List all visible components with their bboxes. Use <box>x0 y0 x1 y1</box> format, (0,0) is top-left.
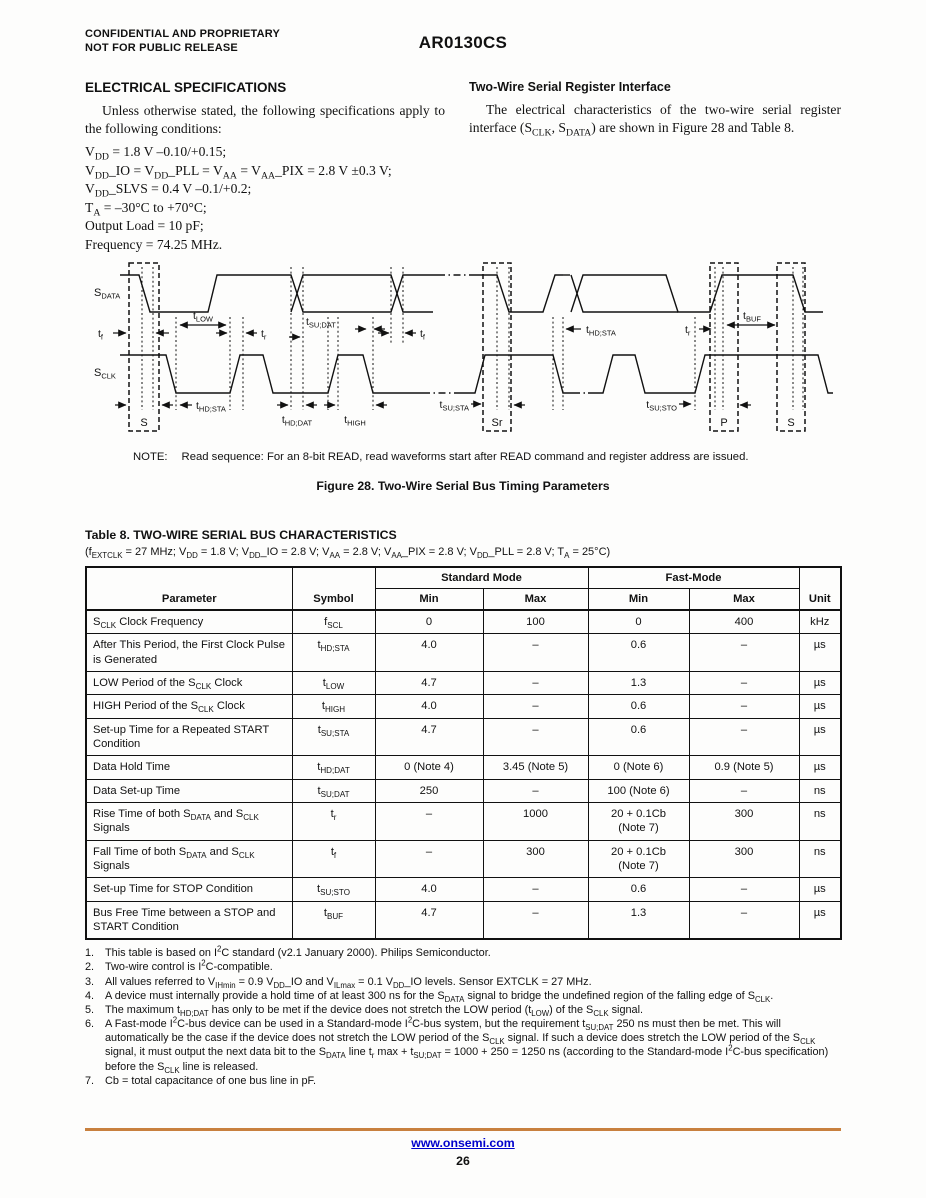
symbol-cell: $t_{HIGH}$ <box>292 695 375 718</box>
fast-max-cell: – <box>689 634 799 672</box>
two-wire-section <box>469 80 841 255</box>
table-row <box>86 779 841 802</box>
fast-min-cell: 100 (Note 6) <box>588 779 689 802</box>
std-min-cell: 4.7 <box>375 901 483 939</box>
timing-annotations-upper <box>98 310 775 342</box>
confidential-line1: CONFIDENTIAL AND PROPRIETARY <box>85 28 281 40</box>
figure-caption: Figure 28. Two-Wire Serial Bus Timing Parameters <box>316 479 610 493</box>
table-footnotes <box>85 946 841 1088</box>
two-wire-heading: Two-Wire Serial Register Interface <box>469 80 671 94</box>
col-header-min: Min <box>375 589 483 611</box>
condition-line: Output Load = 10 pF; <box>85 218 204 234</box>
table-row <box>86 756 841 779</box>
param-cell: LOW Period of the $S_{CLK}$ Clock <box>86 671 292 694</box>
start-condition-box <box>129 263 159 431</box>
table-row <box>86 802 841 840</box>
std-max-cell: – <box>483 695 588 718</box>
table-row <box>86 718 841 756</box>
footnote-number: 4. <box>85 989 95 1002</box>
std-min-cell: 4.0 <box>375 634 483 672</box>
thddat-label: $t_{HD;DAT}$ <box>281 414 313 428</box>
svg-text:Sr: Sr <box>491 417 503 429</box>
measurement-guides <box>142 267 803 410</box>
sdata-waveform <box>120 275 823 312</box>
page-header <box>85 0 841 75</box>
std-min-cell: 4.7 <box>375 718 483 756</box>
thigh-label: $t_{HIGH}$ <box>344 414 366 428</box>
footnote-number: 2. <box>85 961 95 974</box>
std-max-cell: 3.45 (Note 5) <box>483 756 588 779</box>
condition-line: $T_A = -30^\circ C$ to +70°C; <box>85 199 207 219</box>
fast-max-cell: – <box>689 695 799 718</box>
symbol-cell: $t_{SU;STA}$ <box>292 718 375 756</box>
unit-cell: ns <box>799 840 841 878</box>
tsusta-label: $t_{SU;STA}$ <box>439 399 469 413</box>
fast-max-cell: – <box>689 779 799 802</box>
stop-condition-box <box>710 263 738 431</box>
fast-max-cell: – <box>689 901 799 939</box>
condition-line: $V_{DD}\_SLVS = 0.4$ V –0.1/+0.2; <box>85 181 252 200</box>
std-min-cell: 0 <box>375 610 483 634</box>
table-header-row <box>86 567 841 589</box>
unit-cell: ns <box>799 779 841 802</box>
std-min-cell: – <box>375 840 483 878</box>
fast-max-cell: 400 <box>689 610 799 634</box>
unit-cell: µs <box>799 671 841 694</box>
fast-max-cell: – <box>689 878 799 901</box>
col-header-unit: Unit <box>799 567 841 610</box>
table-row <box>86 695 841 718</box>
figure-28 <box>85 255 841 493</box>
fast-min-cell: 0.6 <box>588 718 689 756</box>
param-cell: Data Hold Time <box>86 756 292 779</box>
svg-text:S: S <box>140 417 148 429</box>
footnote-number: 3. <box>85 975 95 988</box>
footnote-text: A device must internally provide a hold time of at least 300 ns for the $S_{DATA}$ signal to bridge the undefined region of the falling edge of $S_{CLK}$. <box>105 989 774 1004</box>
unit-cell: µs <box>799 718 841 756</box>
std-max-cell: 100 <box>483 610 588 634</box>
note-label: NOTE: <box>133 451 168 463</box>
part-number-title: AR0130CS <box>418 33 508 52</box>
unit-cell: µs <box>799 756 841 779</box>
condition-line: $V_{DD} = 1.8$ V –0.10/+0.15; <box>85 143 227 163</box>
col-header-symbol: Symbol <box>292 567 375 610</box>
svg-text:S: S <box>787 417 795 429</box>
std-max-cell: – <box>483 671 588 694</box>
fast-min-cell: 0 (Note 6) <box>588 756 689 779</box>
footnote <box>85 989 841 1003</box>
unit-cell: µs <box>799 901 841 939</box>
col-header-min: Min <box>588 589 689 611</box>
footnote-number: 1. <box>85 947 95 960</box>
fast-min-cell: 20 + 0.1Cb (Note 7) <box>588 802 689 840</box>
std-max-cell: 300 <box>483 840 588 878</box>
table-row <box>86 878 841 901</box>
footnote-text: All values referred to $V_{IHmin} = 0.9$ $V_{DD}\_IO$ and $V_{ILmax} = 0.1$ $V_{DD}\_IO$ levels. Sensor EXTCLK = 27 MHz. <box>105 975 592 990</box>
param-cell: Fall Time of both $S_{DATA}$ and $S_{CLK}$ Signals <box>86 840 292 878</box>
unit-cell: ns <box>799 802 841 840</box>
symbol-cell: $t_f$ <box>292 840 375 878</box>
figure-note <box>133 451 841 463</box>
footnote-text: Cb = total capacitance of one bus line in pF. <box>105 1074 316 1087</box>
footnote <box>85 975 841 989</box>
col-header-parameter: Parameter <box>86 567 292 610</box>
fast-min-cell: 1.3 <box>588 671 689 694</box>
fast-min-cell: 0.6 <box>588 878 689 901</box>
condition-line: Frequency = 74.25 MHz. <box>85 237 223 253</box>
symbol-cell: $f_{SCL}$ <box>292 610 375 634</box>
std-max-cell: – <box>483 878 588 901</box>
symbol-cell: $t_{SU;DAT}$ <box>292 779 375 802</box>
tlow-label: $t_{LOW}$ <box>192 310 214 324</box>
intro-columns <box>85 80 841 255</box>
std-max-cell: – <box>483 901 588 939</box>
symbol-cell: $t_{LOW}$ <box>292 671 375 694</box>
table-title: Table 8. TWO-WIRE SERIAL BUS CHARACTERISTICS <box>85 528 397 542</box>
param-cell: Rise Time of both $S_{DATA}$ and $S_{CLK}$ Signals <box>86 802 292 840</box>
footnote-number: 6. <box>85 1018 95 1031</box>
sclk-waveform <box>120 355 833 393</box>
unit-cell: µs <box>799 878 841 901</box>
symbol-cell: $t_{BUF}$ <box>292 901 375 939</box>
confidential-line2: NOT FOR PUBLIC RELEASE <box>85 42 238 55</box>
unit-cell: µs <box>799 634 841 672</box>
page-footer <box>85 1128 841 1168</box>
electrical-specs-intro: Unless otherwise stated, the following specifications apply to the following conditions: <box>85 103 445 137</box>
table-row <box>86 671 841 694</box>
sdata-signal-label: $S_{DATA}$ <box>94 287 121 301</box>
fast-min-cell: 0.6 <box>588 634 689 672</box>
electrical-specs-heading: ELECTRICAL SPECIFICATIONS <box>85 80 287 95</box>
table-row <box>86 634 841 672</box>
svg-text:P: P <box>720 417 728 429</box>
col-header-max: Max <box>483 589 588 611</box>
std-max-cell: – <box>483 634 588 672</box>
fast-max-cell: – <box>689 718 799 756</box>
col-group-fast-mode: Fast-Mode <box>588 567 799 589</box>
param-cell: Set-up Time for a Repeated START Condition <box>86 718 292 756</box>
footnote-text: A Fast-mode $I^2C$-bus device can be used in a Standard-mode $I^2C$-bus system, but the requirement $t_{SU;DAT}$ 250 ns must then be met. This will automatically be the case if the device does not stretch the LOW period of the $S_{CLK}$ signal. If such a device does stretch the LOW period of the $S_{CLK}$ signal, it must output the next data bit to the $S_{DATA}$ line $t_r$ $\max + t_{SU;DAT} = 1000 + 250 = 1250$ ns (according to the Standard-mode $I^2C$-bus specification) before the $S_{CLK}$ line is released. <box>105 1015 829 1075</box>
table-row <box>86 840 841 878</box>
std-max-cell: – <box>483 718 588 756</box>
characteristics-table <box>85 566 842 940</box>
start-condition-box <box>777 263 805 431</box>
tr-label: $t_r$ <box>261 328 267 342</box>
std-min-cell: 4.0 <box>375 695 483 718</box>
timing-annotations-lower <box>115 399 751 428</box>
tbuf-label: $t_{BUF}$ <box>743 310 761 324</box>
symbol-cell: $t_{SU;STO}$ <box>292 878 375 901</box>
thdsta-label: $t_{HD;STA}$ <box>196 400 226 414</box>
std-min-cell: 0 (Note 4) <box>375 756 483 779</box>
std-max-cell: – <box>483 779 588 802</box>
tf-label: $t_f$ <box>420 328 426 342</box>
param-cell: Bus Free Time between a STOP and START Condition <box>86 901 292 939</box>
col-header-max: Max <box>689 589 799 611</box>
fast-min-cell: 20 + 0.1Cb (Note 7) <box>588 840 689 878</box>
footnote <box>85 1003 841 1017</box>
electrical-specs-section <box>85 80 445 255</box>
table-conditions: ($f_{EXTCLK} = 27$ MHz; $V_{DD} = 1.8$ V; $V_{DD}\_IO = 2.8$ V; $V_{AA} = 2.8$ V; $V_{AA}\_PIX = 2.8$ V; $V_{DD}\_PLL = 2.8$ V; $T_A = 25^\circ C$) <box>85 546 611 561</box>
thdsta-label: $t_{HD;STA}$ <box>586 324 616 338</box>
std-min-cell: – <box>375 802 483 840</box>
std-min-cell: 4.7 <box>375 671 483 694</box>
footnote-text: This table is based on $I^2C$ standard (v2.1 January 2000). Philips Semiconductor. <box>105 944 491 960</box>
symbol-cell: $t_r$ <box>292 802 375 840</box>
sclk-signal-label: $S_{CLK}$ <box>94 367 116 381</box>
footnote <box>85 960 841 974</box>
table-row <box>86 901 841 939</box>
std-min-cell: 4.0 <box>375 878 483 901</box>
fast-max-cell: 0.9 (Note 5) <box>689 756 799 779</box>
two-wire-body: The electrical characteristics of the two-wire serial register interface ($S_{CLK}$, $S_{DATA}$) are shown in Figure 28 and Table 8. <box>469 102 841 140</box>
footnote-text: Two-wire control is $I^2C$-compatible. <box>105 958 273 974</box>
param-cell: Data Set-up Time <box>86 779 292 802</box>
fast-min-cell: 0 <box>588 610 689 634</box>
condition-line: $V_{DD}\_IO$ = $V_{DD}\_PLL = V_{AA}$ = $V_{AA}\_PIX = 2.8$ V ±0.3 V; <box>85 162 392 182</box>
std-min-cell: 250 <box>375 779 483 802</box>
fast-min-cell: 1.3 <box>588 901 689 939</box>
footnote-number: 7. <box>85 1074 95 1087</box>
symbol-cell: $t_{HD;STA}$ <box>292 634 375 672</box>
fast-min-cell: 0.6 <box>588 695 689 718</box>
table-8-block <box>85 528 841 1088</box>
std-max-cell: 1000 <box>483 802 588 840</box>
tr-label: $t_r$ <box>685 324 691 338</box>
param-cell: $S_{CLK}$ Clock Frequency <box>86 610 292 634</box>
param-cell: After This Period, the First Clock Pulse is Generated <box>86 634 292 672</box>
onsemi-link[interactable]: www.onsemi.com <box>411 1136 515 1150</box>
symbol-cell: $t_{HD;DAT}$ <box>292 756 375 779</box>
footnote-number: 5. <box>85 1003 95 1016</box>
fast-max-cell: 300 <box>689 802 799 840</box>
footnote <box>85 1017 841 1074</box>
fast-max-cell: 300 <box>689 840 799 878</box>
footnote <box>85 1074 841 1088</box>
fast-max-cell: – <box>689 671 799 694</box>
note-text: Read sequence: For an 8-bit READ, read waveforms start after READ command and register address are issued. <box>181 451 749 463</box>
tsusto-label: $t_{SU;STO}$ <box>646 399 677 413</box>
timing-diagram <box>93 255 841 443</box>
footer-rule <box>85 1128 841 1131</box>
tsudat-label: $t_{SU;DAT}$ <box>306 316 336 330</box>
footnote-text: The maximum $t_{HD;DAT}$ has only to be met if the device does not stretch the LOW period $(t_{LOW})$ of the $S_{CLK}$ signal. <box>105 1003 644 1019</box>
page-number: 26 <box>456 1154 470 1168</box>
param-cell: Set-up Time for STOP Condition <box>86 878 292 901</box>
col-group-standard-mode: Standard Mode <box>375 567 588 589</box>
tf-label: $t_f$ <box>98 328 104 342</box>
unit-cell: µs <box>799 695 841 718</box>
table-row <box>86 610 841 634</box>
param-cell: HIGH Period of the $S_{CLK}$ Clock <box>86 695 292 718</box>
footnote <box>85 946 841 960</box>
unit-cell: kHz <box>799 610 841 634</box>
